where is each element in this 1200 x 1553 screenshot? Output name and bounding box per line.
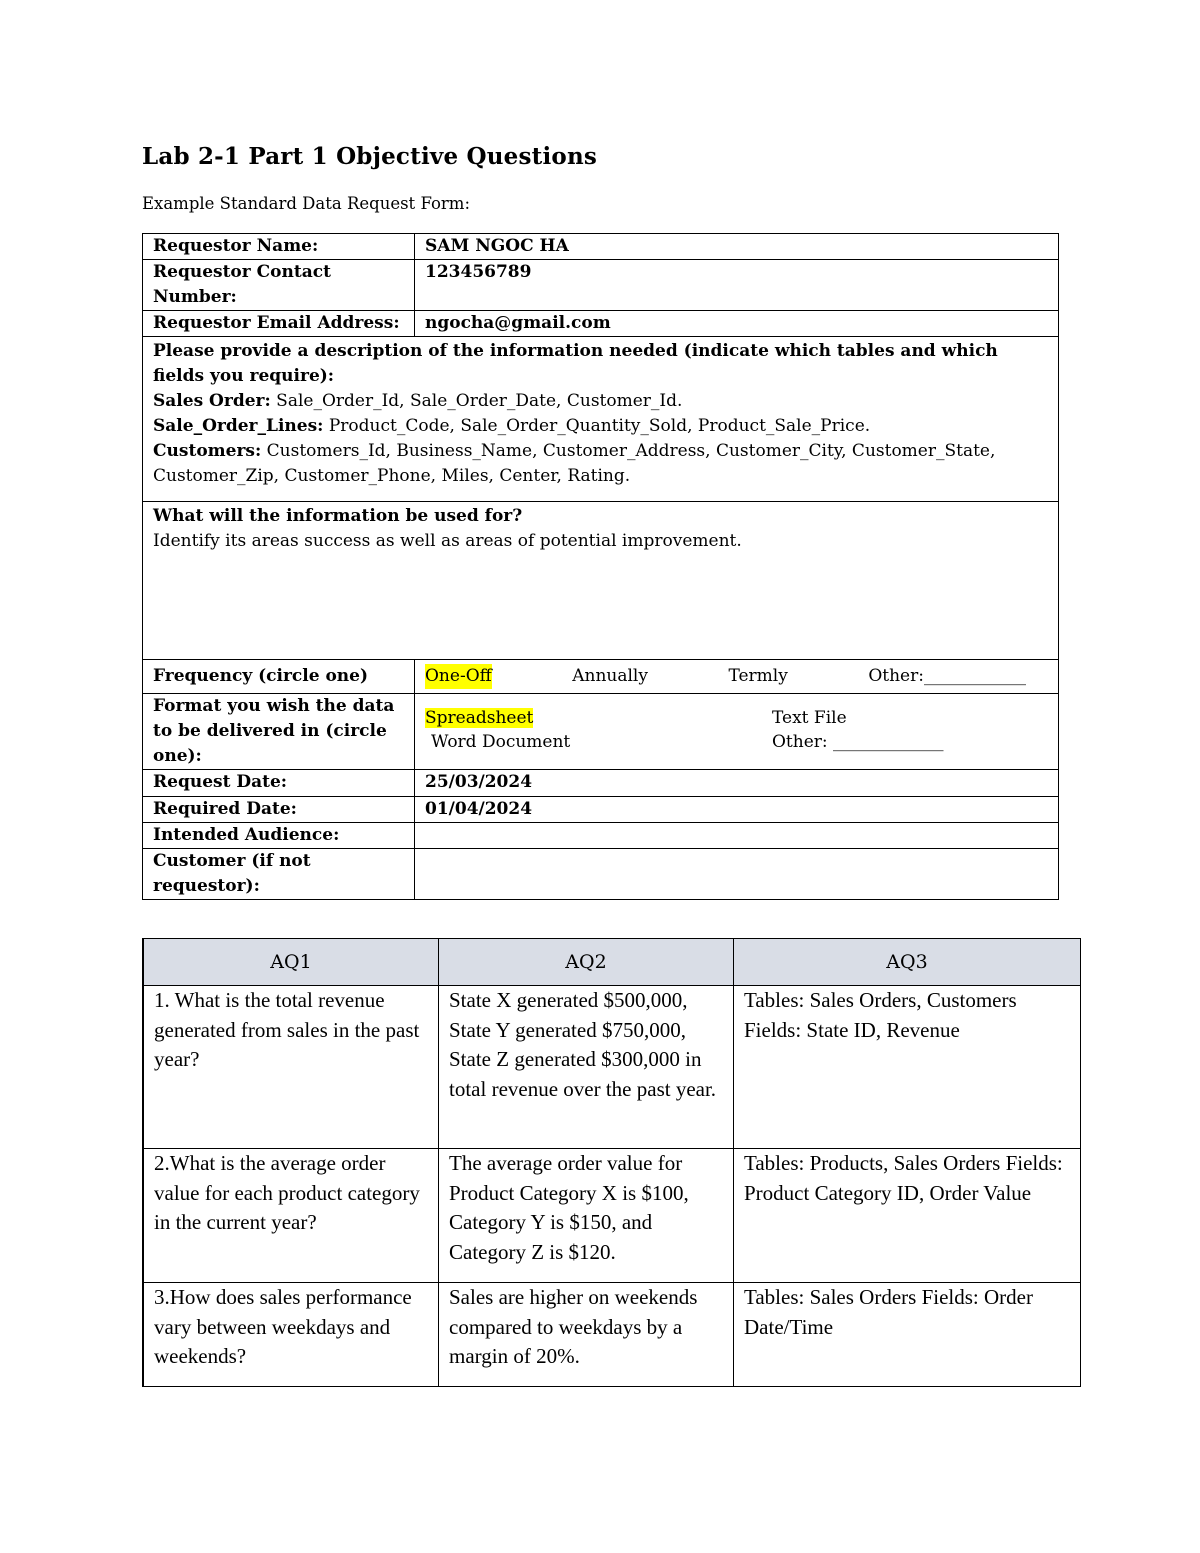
usage-prompt: What will the information be used for? xyxy=(153,506,523,526)
description-line-fields: Sale_Order_Id, Sale_Order_Date, Customer_Id. xyxy=(270,391,683,411)
frequency-options xyxy=(415,660,1059,694)
aq1-cell: 3.How does sales performance vary between weekdays and weekends? xyxy=(143,1283,439,1387)
data-request-form xyxy=(142,233,1059,900)
aq1-cell: 1. What is the total revenue generated from sales in the past year? xyxy=(143,986,439,1149)
format-option-other[interactable]: Other: _____________ xyxy=(772,732,944,752)
aq3-header: AQ3 xyxy=(734,939,1081,986)
frequency-option-annually[interactable]: Annually xyxy=(572,666,648,686)
format-option-spreadsheet[interactable]: Spreadsheet xyxy=(425,708,534,728)
description-line-table: Customers: xyxy=(153,441,262,461)
requestor-contact-label xyxy=(143,260,415,311)
aq1-cell: 2.What is the average order value for each product category in the current year? xyxy=(143,1149,439,1283)
contact-label-line-2: Number: xyxy=(153,287,237,307)
usage-cell xyxy=(143,502,1059,660)
requestor-email-value: ngocha@gmail.com xyxy=(415,311,1059,337)
frequency-label: Frequency (circle one) xyxy=(143,660,415,694)
aq-table xyxy=(142,938,1081,1387)
aq2-cell: State X generated $500,000, State Y generated $750,000, State Z generated $300,000 in total revenue over the past year. xyxy=(439,986,734,1149)
description-prompt: Please provide a description of the information needed (indicate which tables and which fields you require): xyxy=(153,341,998,386)
frequency-option-one-off[interactable]: One-Off xyxy=(425,664,492,689)
request-date-label: Request Date: xyxy=(143,770,415,797)
aq2-cell: The average order value for Product Category X is $100, Category Y is $150, and Category Z is $120. xyxy=(439,1149,734,1283)
description-line xyxy=(153,439,1048,489)
required-date-label: Required Date: xyxy=(143,797,415,823)
format-option-word-document[interactable]: Word Document xyxy=(431,732,571,752)
frequency-option-termly[interactable]: Termly xyxy=(728,666,788,686)
aq3-cell: Tables: Sales Orders, Customers Fields: State ID, Revenue xyxy=(734,986,1081,1149)
frequency-option-other[interactable]: Other:____________ xyxy=(868,666,1026,686)
document-title: Lab 2-1 Part 1 Objective Questions xyxy=(142,143,598,170)
aq2-header: AQ2 xyxy=(439,939,734,986)
description-line xyxy=(153,414,1048,439)
requestor-name-label: Requestor Name: xyxy=(143,234,415,260)
format-options xyxy=(415,694,1059,770)
usage-answer: Identify its areas success as well as areas of potential improvement. xyxy=(153,531,742,551)
description-line-fields: Customers_Id, Business_Name, Customer_Address, Customer_City, Customer_State, Customer_Zip, Customer_Phone, Miles, Center, Rating. xyxy=(153,441,996,486)
format-label: Format you wish the data to be delivered in (circle one): xyxy=(143,694,415,770)
table-row xyxy=(143,986,1081,1149)
description-cell xyxy=(143,337,1059,502)
aq3-cell: Tables: Sales Orders Fields: Order Date/Time xyxy=(734,1283,1081,1387)
table-row xyxy=(143,1283,1081,1387)
requestor-name-value: SAM NGOC HA xyxy=(415,234,1059,260)
aq3-cell: Tables: Products, Sales Orders Fields: Product Category ID, Order Value xyxy=(734,1149,1081,1283)
customer-label: Customer (if not requestor): xyxy=(143,849,415,900)
requestor-contact-value: 123456789 xyxy=(415,260,1059,311)
required-date-value: 01/04/2024 xyxy=(415,797,1059,823)
customer-value xyxy=(415,849,1059,900)
description-line-table: Sales Order: xyxy=(153,391,271,411)
document-subtitle: Example Standard Data Request Form: xyxy=(142,194,471,213)
description-line xyxy=(153,389,1048,414)
contact-label-line-1: Requestor Contact xyxy=(153,262,331,282)
aq2-cell: Sales are higher on weekends compared to weekdays by a margin of 20%. xyxy=(439,1283,734,1387)
intended-audience-label: Intended Audience: xyxy=(143,823,415,849)
table-row xyxy=(143,1149,1081,1283)
intended-audience-value xyxy=(415,823,1059,849)
description-line-table: Sale_Order_Lines: xyxy=(153,416,324,436)
description-line-fields: Product_Code, Sale_Order_Quantity_Sold, Product_Sale_Price. xyxy=(323,416,871,436)
request-date-value: 25/03/2024 xyxy=(415,770,1059,797)
format-option-text-file[interactable]: Text File xyxy=(772,708,847,728)
requestor-email-label: Requestor Email Address: xyxy=(143,311,415,337)
aq1-header: AQ1 xyxy=(143,939,439,986)
